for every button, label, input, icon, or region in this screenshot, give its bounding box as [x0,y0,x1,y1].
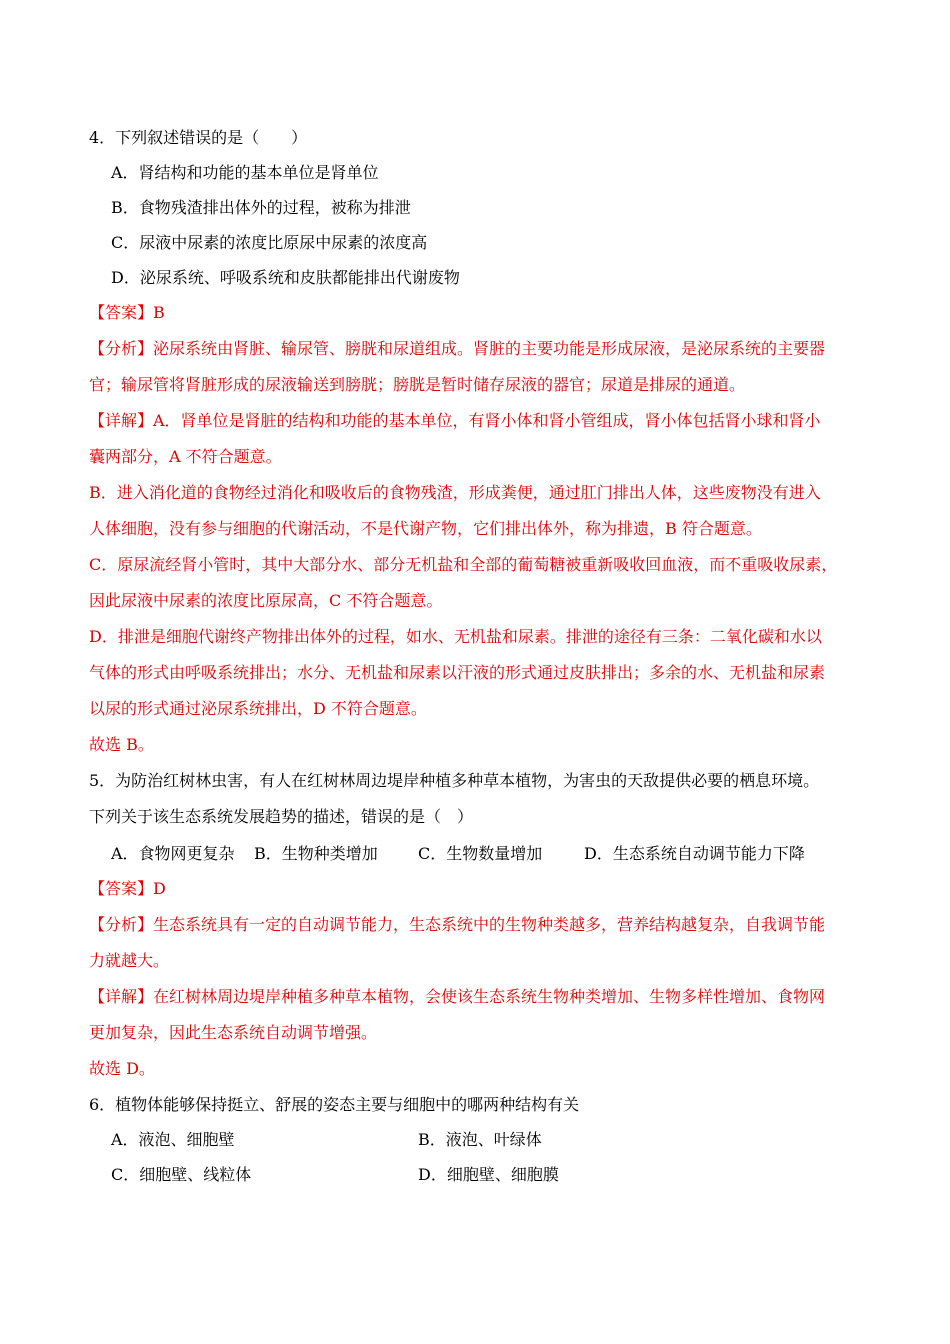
q4-option-c: C．尿液中尿素的浓度比原尿中尿素的浓度高 [111,233,428,252]
q4-detail-line-5: C．原尿流经肾小管时，其中大部分水、部分无机盐和全部的葡萄糖被重新吸收回血液，而不重吸收尿素， [89,555,838,574]
q6-option-b: B．液泡、叶绿体 [418,1130,542,1149]
q4-analysis-line-1: 【分析】泌尿系统由肾脏、输尿管、膀胱和尿道组成。肾脏的主要功能是形成尿液，是泌尿系统的主要器 [89,339,826,358]
q6-option-a: A．液泡、细胞壁 [111,1130,235,1149]
q5-stem-line-2: 下列关于该生态系统发展趋势的描述，错误的是（ ） [89,807,474,826]
q6-stem: 6．植物体能够保持挺立、舒展的姿态主要与细胞中的哪两种结构有关 [89,1095,580,1114]
q6-option-c: C．细胞壁、线粒体 [111,1165,252,1184]
q4-option-d: D．泌尿系统、呼吸系统和皮肤都能排出代谢废物 [111,268,460,287]
q5-detail-line-1: 【详解】在红树林周边堤岸种植多种草本植物，会使该生态系统生物种类增加、生物多样性增加、食物网 [89,987,826,1006]
q4-detail-line-6: 因此尿液中尿素的浓度比原尿高，C 不符合题意。 [89,591,443,610]
q5-answer: 【答案】D [89,879,166,898]
q6-option-d: D．细胞壁、细胞膜 [418,1165,559,1184]
q5-analysis-line-2: 力就越大。 [89,951,170,970]
q5-option-a: A．食物网更复杂 [111,844,235,863]
q4-detail-line-2: 囊两部分，A 不符合题意。 [89,447,282,466]
q4-detail-line-7: D．排泄是细胞代谢终产物排出体外的过程，如水、无机盐和尿素。排泄的途径有三条：二氧化碳和水以 [89,627,822,646]
q4-detail-line-4: 人体细胞，没有参与细胞的代谢活动，不是代谢产物，它们排出体外，称为排遗，B 符合题意。 [89,519,762,538]
q5-option-c: C．生物数量增加 [418,844,543,863]
q4-option-a: A．肾结构和功能的基本单位是肾单位 [111,163,379,182]
q5-detail-line-2: 更加复杂，因此生态系统自动调节增强。 [89,1023,378,1042]
q5-stem-line-1: 5．为防治红树林虫害，有人在红树林周边堤岸种植多种草本植物，为害虫的天敌提供必要的栖息环境。 [89,771,820,790]
q4-conclusion: 故选 B。 [89,735,154,754]
q5-option-d: D．生态系统自动调节能力下降 [584,844,805,863]
q4-detail-line-3: B．进入消化道的食物经过消化和吸收后的食物残渣，形成粪便，通过肛门排出人体，这些废物没有进入 [89,483,821,502]
q5-analysis-line-1: 【分析】生态系统具有一定的自动调节能力，生态系统中的生物种类越多，营养结构越复杂，自我调节能 [89,915,826,934]
q4-detail-line-9: 以尿的形式通过泌尿系统排出，D 不符合题意。 [89,699,427,718]
q4-detail-line-1: 【详解】A．肾单位是肾脏的结构和功能的基本单位，有肾小体和肾小管组成，肾小体包括肾小球和肾小 [89,411,821,430]
q4-analysis-line-2: 官；输尿管将肾脏形成的尿液输送到膀胱；膀胱是暂时储存尿液的器官；尿道是排尿的通道。 [89,375,746,394]
q5-conclusion: 故选 D。 [89,1059,155,1078]
q4-option-b: B．食物残渣排出体外的过程，被称为排泄 [111,198,411,217]
q4-answer: 【答案】B [89,303,165,322]
q4-detail-line-8: 气体的形式由呼吸系统排出；水分、无机盐和尿素以汗液的形式通过皮肤排出；多余的水、无机盐和尿素 [89,663,826,682]
q5-option-b: B．生物种类增加 [254,844,378,863]
q4-stem: 4．下列叙述错误的是（ ） [89,128,308,147]
